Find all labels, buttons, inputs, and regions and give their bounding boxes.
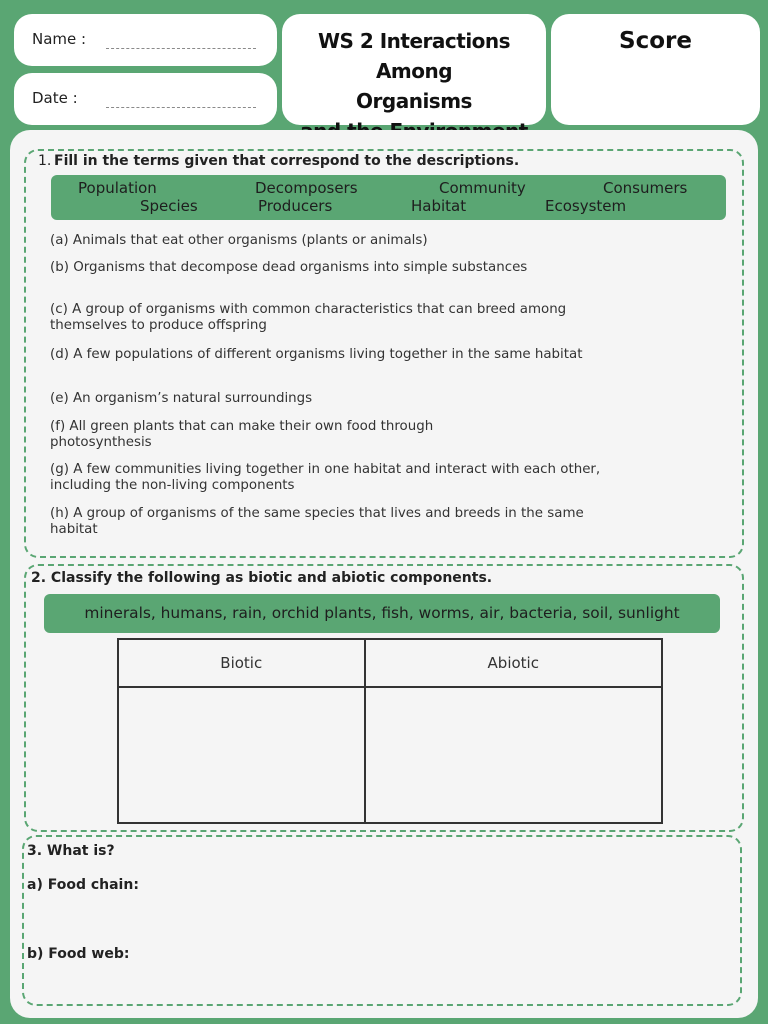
question-3-title: 3. What is? [27, 843, 115, 859]
name-label: Name : [32, 30, 87, 48]
worksheet-title [282, 26, 546, 146]
header-biotic: Biotic [118, 639, 365, 687]
description-b: (b) Organisms that decompose dead organisms into simple substances [50, 260, 528, 275]
description-a: (a) Animals that eat other organisms (plants or animals) [50, 233, 428, 248]
title-card [282, 14, 546, 125]
term-ecosystem: Ecosystem [545, 197, 627, 215]
word-bank-terms [51, 175, 726, 220]
description-c: (c) A group of organisms with common characteristics that can breed among themselves to produce offspring [50, 302, 567, 333]
question-2-title: 2. Classify the following as biotic and abiotic components. [31, 570, 493, 586]
description-d: (d) A few populations of different organisms living together in the same habitat [50, 347, 583, 362]
date-label: Date : [32, 89, 78, 107]
food-web-label: b) Food web: [27, 946, 130, 962]
title-line-1: WS 2 Interactions Among [317, 29, 511, 83]
food-chain-label: a) Food chain: [27, 877, 139, 893]
section-what-is [22, 835, 742, 1006]
description-e: (e) An organism’s natural surroundings [50, 391, 313, 406]
abiotic-answer-cell[interactable] [365, 687, 663, 823]
date-field[interactable] [106, 107, 256, 108]
name-card [14, 14, 277, 66]
term-habitat: Habitat [411, 197, 467, 215]
term-consumers: Consumers [603, 179, 688, 197]
question-1-number: 1. [38, 153, 52, 169]
score-card[interactable] [551, 14, 760, 125]
section-classify [24, 564, 744, 832]
term-community: Community [439, 179, 526, 197]
description-f: (f) All green plants that can make their own food through photosynthesis [50, 419, 434, 450]
biotic-answer-cell[interactable] [118, 687, 365, 823]
title-line-2: Organisms [356, 89, 472, 113]
term-species: Species [140, 197, 198, 215]
date-card [14, 73, 277, 125]
name-field[interactable] [106, 48, 256, 49]
header-abiotic: Abiotic [365, 639, 663, 687]
classification-table [117, 638, 663, 824]
word-bank-components: minerals, humans, rain, orchid plants, fish, worms, air, bacteria, soil, sunlight [44, 594, 720, 633]
section-fill-in-terms [24, 149, 744, 558]
question-1-title: Fill in the terms given that correspond to the descriptions. [54, 153, 520, 169]
worksheet-body [10, 130, 758, 1018]
description-g: (g) A few communities living together in one habitat and interact with each other, including the non-living components [50, 462, 601, 493]
score-label: Score [619, 28, 692, 54]
term-population: Population [78, 179, 157, 197]
term-decomposers: Decomposers [255, 179, 358, 197]
term-producers: Producers [258, 197, 333, 215]
description-h: (h) A group of organisms of the same species that lives and breeds in the same habitat [50, 506, 584, 537]
